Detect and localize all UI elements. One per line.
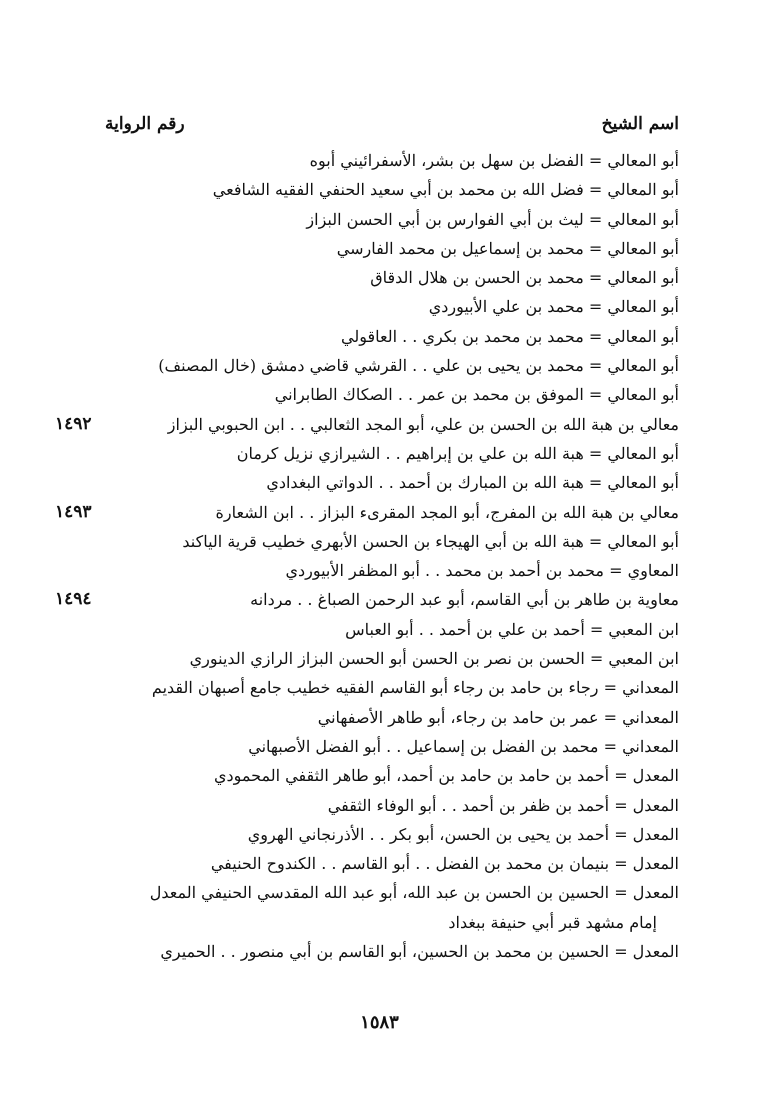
entry-text: المعدل = الحسين بن محمد بن الحسين، أبو القاسم بن أبي منصور . . الحميري — [160, 942, 679, 962]
index-entry — [79, 703, 679, 732]
entry-text: المعدل = الحسين بن الحسن بن عبد الله، أبو عبد الله المقدسي الحنيفي المعدل — [149, 883, 679, 903]
entry-text: المعداني = عمر بن حامد بن رجاء، أبو طاهر الأصفهاني — [317, 707, 679, 727]
index-entry — [79, 820, 679, 849]
index-entry — [79, 205, 679, 234]
riwaya-number: ١٤٩٤ — [55, 589, 92, 610]
entry-text: أبو المعالي = الموفق بن محمد بن عمر . . الصكاك الطابراني — [274, 385, 679, 405]
index-entry — [79, 791, 679, 820]
index-entry — [79, 527, 679, 556]
index-entry — [79, 849, 679, 878]
entry-text: المعدل = أحمد بن يحيى بن الحسن، أبو بكر . . الأذرنجاني الهروي — [247, 824, 679, 844]
index-entries — [55, 146, 679, 966]
entry-text: أبو المعالي = ليث بن أبي الفوارس بن أبي الحسن البزاز — [306, 209, 679, 229]
entry-text: ابن المعبي = الحسن بن نصر بن الحسن أبو الحسن البزاز الرازي الدينوري — [189, 649, 679, 669]
index-entry — [79, 673, 679, 702]
entry-text: أبو المعالي = محمد بن محمد بن بكري . . العاقولي — [340, 326, 679, 346]
entry-text: أبو المعالي = هبة الله بن أبي الهيجاء بن الحسن الأبهري خطيب قرية الياكند — [182, 531, 679, 551]
index-entry — [79, 878, 679, 907]
index-entry — [79, 761, 679, 790]
entry-text: أبو المعالي = محمد بن إسماعيل بن محمد الفارسي — [336, 238, 679, 258]
index-entry — [79, 234, 679, 263]
index-entry — [79, 146, 679, 175]
entry-text: المعداني = محمد بن الفضل بن إسماعيل . . أبو الفضل الأصبهاني — [248, 736, 679, 756]
page-number: ١٥٨٣ — [360, 1012, 399, 1033]
index-entry — [79, 292, 679, 321]
column-header-shaykh-name: اسم الشيخ — [601, 114, 679, 134]
entry-text: المعداني = رجاء بن حامد بن رجاء أبو القاسم الفقيه خطيب جامع أصبهان القديم — [151, 678, 679, 698]
entry-text: أبو المعالي = محمد بن علي الأبيوردي — [428, 297, 679, 317]
column-header-riwaya-number: رقم الرواية — [105, 114, 185, 134]
index-entry — [55, 410, 679, 439]
entry-text: المعاوي = محمد بن أحمد بن محمد . . أبو المظفر الأبيوردي — [285, 561, 679, 581]
entry-text: أبو المعالي = محمد بن الحسن بن هلال الدقاق — [370, 268, 679, 288]
index-entry — [79, 556, 679, 585]
entry-text: أبو المعالي = هبة الله بن المبارك بن أحمد . . الدواتي البغدادي — [266, 473, 679, 493]
entry-text: المعدل = أحمد بن ظفر بن أحمد . . أبو الوفاء الثقفي — [327, 795, 679, 815]
index-entry — [79, 615, 679, 644]
entry-text: أبو المعالي = فضل الله بن محمد بن أبي سعيد الحنفي الفقيه الشافعي — [212, 180, 679, 200]
entry-text: معالي بن هبة الله بن الحسن بن علي، أبو المجد الثعالبي . . ابن الحبوبي البزاز — [167, 414, 679, 434]
index-entry — [55, 498, 679, 527]
entry-text: أبو المعالي = محمد بن يحيى بن علي . . القرشي قاضي دمشق (خال المصنف) — [158, 356, 679, 376]
entry-text: إمام مشهد قبر أبي حنيفة ببغداد — [448, 912, 657, 932]
index-entry — [79, 351, 679, 380]
index-entry-continuation — [79, 908, 679, 937]
entry-text: أبو المعالي = الفضل بن سهل بن بشر، الأسفرائيني أبوه — [309, 151, 679, 170]
entry-text: ابن المعبي = أحمد بن علي بن أحمد . . أبو العباس — [345, 619, 679, 639]
entry-text: معاوية بن طاهر بن أبي القاسم، أبو عبد الرحمن الصباغ . . مردانه — [250, 590, 679, 610]
entry-text: المعدل = أحمد بن حامد بن حامد بن أحمد، أبو طاهر الثقفي المحمودي — [213, 766, 679, 786]
index-entry — [79, 937, 679, 966]
index-entry — [55, 585, 679, 614]
index-entry — [79, 380, 679, 409]
index-entry — [79, 175, 679, 204]
riwaya-number: ١٤٩٣ — [55, 501, 92, 522]
entry-text: معالي بن هبة الله بن المفرج، أبو المجد المقرىء البزاز . . ابن الشعارة — [215, 502, 679, 522]
index-entry — [79, 732, 679, 761]
index-entry — [79, 468, 679, 497]
index-entry — [79, 263, 679, 292]
entry-text: المعدل = بنيمان بن محمد بن الفضل . . أبو القاسم . . الكندوح الحنيفي — [210, 854, 679, 874]
entry-text: أبو المعالي = هبة الله بن علي بن إبراهيم . . الشيرازي نزيل كرمان — [236, 443, 679, 463]
riwaya-number: ١٤٩٢ — [55, 413, 92, 434]
index-entry — [79, 439, 679, 468]
index-entry — [79, 644, 679, 673]
index-entry — [79, 322, 679, 351]
